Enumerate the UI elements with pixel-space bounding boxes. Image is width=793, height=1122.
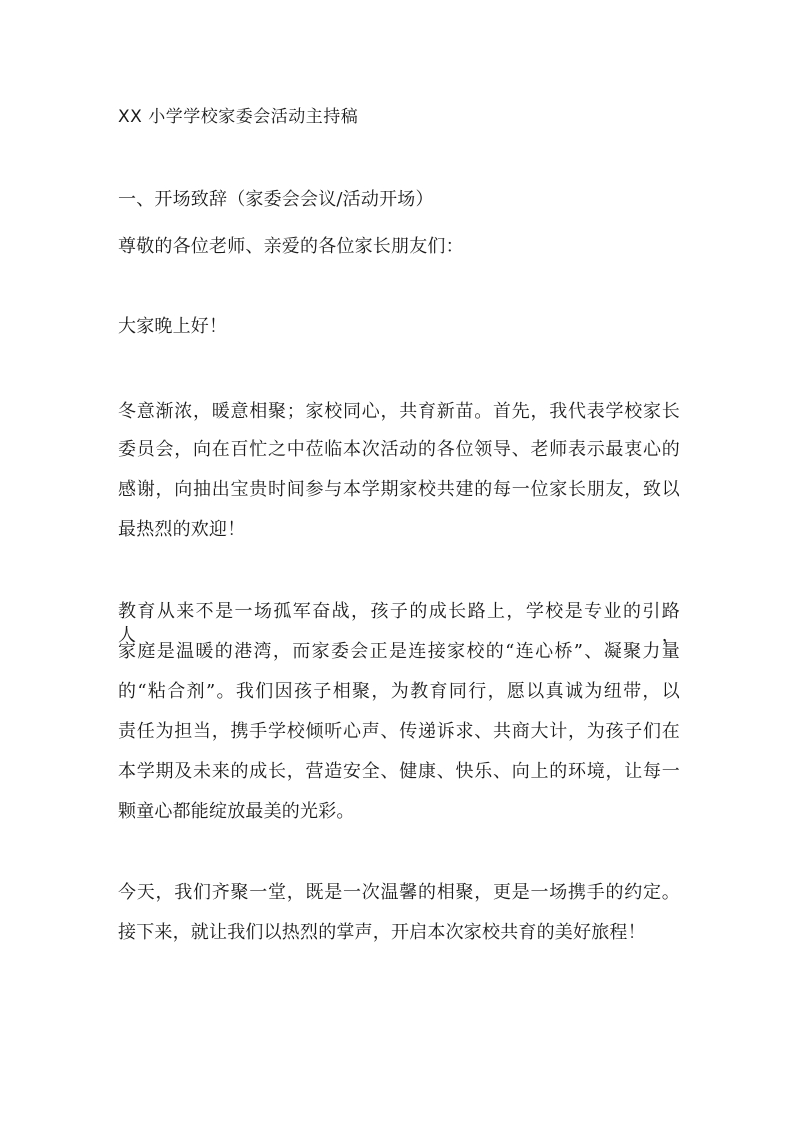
paragraph-line: 颗童心都能绽放最美的光彩。 — [118, 801, 355, 822]
paragraph-line: 接下来，就让我们以热烈的掌声，开启本次家校共育的美好旅程！ — [118, 922, 646, 943]
paragraph-line: 最热烈的欢迎！ — [118, 519, 246, 540]
paragraph-line: 教育从来不是一场孤军奋战，孩子的成长路上，学校是专业的引路人， — [118, 601, 680, 646]
paragraph-line: 家庭是温暖的港湾，而家委会正是连接家校的“连心桥”、凝聚力量 — [118, 641, 680, 662]
paragraph-line: 委员会，向在百忙之中莅临本次活动的各位领导、老师表示最衷心的 — [118, 439, 680, 460]
paragraph-line: 责任为担当，携手学校倾听心声、传递诉求、共商大计，为孩子们在 — [118, 721, 680, 742]
paragraph-line: 今天，我们齐聚一堂，既是一次温馨的相聚，更是一场携手的约定。 — [118, 882, 680, 903]
paragraph-line: 的“粘合剂”。我们因孩子相聚，为教育同行，愿以真诚为纽带，以 — [118, 681, 680, 702]
greeting: 大家晚上好！ — [118, 316, 228, 337]
salutation: 尊敬的各位老师、亲爱的各位家长朋友们： — [118, 236, 464, 257]
paragraph-line: 感谢，向抽出宝贵时间参与本学期家校共建的每一位家长朋友，致以 — [118, 479, 680, 500]
section-heading: 一、开场致辞（家委会会议/活动开场） — [118, 189, 434, 210]
document-title: XX 小学学校家委会活动主持稿 — [118, 107, 359, 127]
paragraph-line: 本学期及未来的成长，营造安全、健康、快乐、向上的环境，让每一 — [118, 761, 680, 782]
paragraph-line: 冬意渐浓，暖意相聚；家校同心，共育新苗。首先，我代表学校家长 — [118, 401, 680, 422]
